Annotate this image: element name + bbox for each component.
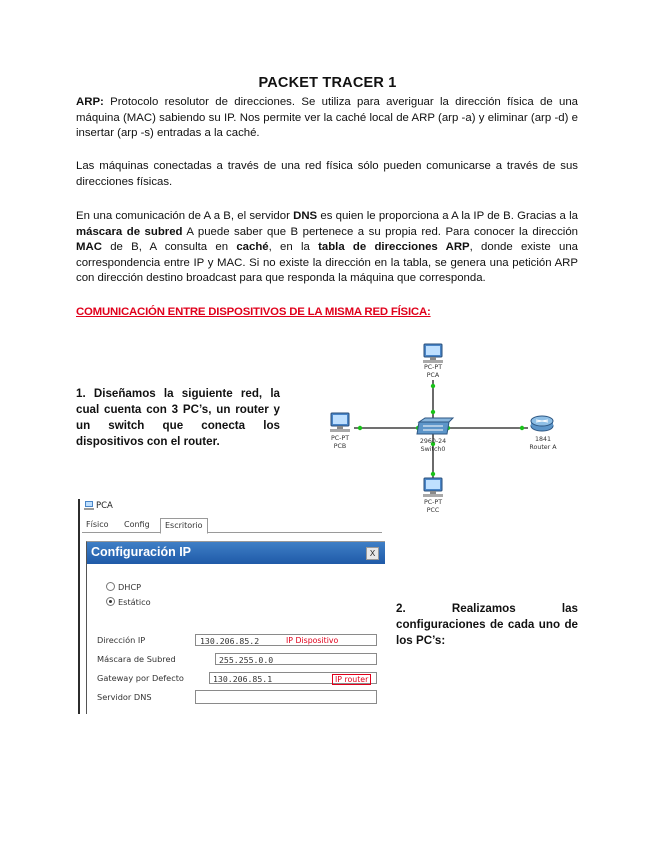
gateway-value: 130.206.85.1 <box>213 674 273 684</box>
ip-device-annotation: IP Dispositivo <box>286 636 339 645</box>
port-light <box>431 472 435 476</box>
arp-term: ARP: <box>76 96 104 108</box>
port-light <box>431 384 435 388</box>
bold-term-mac: MAC <box>76 241 102 253</box>
step-1-text: 1. Diseñamos la siguiente red, la cual cuenta con 3 PC’s, un router y un switch que conecta los dispositivos con el router. <box>76 387 280 448</box>
tab-fisico[interactable]: Físico <box>86 520 109 529</box>
window-title: PCA <box>96 501 113 511</box>
switch-name-label: Switch0 <box>420 446 446 453</box>
ip-config-title: Configuración IP <box>91 545 191 559</box>
bold-term-cache: caché <box>236 241 269 253</box>
ip-router-annotation: IP router <box>332 674 371 685</box>
close-button[interactable]: X <box>366 547 379 560</box>
gateway-label: Gateway por Defecto <box>97 673 184 683</box>
bold-term-mask: máscara de subred <box>76 225 183 238</box>
pc-icon <box>330 413 350 432</box>
subnet-mask-value: 255.255.0.0 <box>219 655 274 665</box>
router-model-label: 1841 <box>534 436 552 443</box>
communication-paragraph <box>76 209 578 287</box>
dns-server-label: Servidor DNS <box>97 692 152 702</box>
window-titlebar <box>84 501 113 511</box>
switch-icon <box>417 418 453 434</box>
radio-dhcp-icon[interactable] <box>106 582 115 591</box>
step-2-text: 2. Realizamos las configuraciones de cada uno de los PC’s: <box>396 602 578 647</box>
page-title: PACKET TRACER 1 <box>258 75 397 91</box>
gateway-field[interactable] <box>209 672 377 684</box>
radio-dhcp-label: DHCP <box>118 582 142 592</box>
network-topology <box>318 340 578 520</box>
ip-address-label: Dirección IP <box>97 635 146 645</box>
pcc-name-label: PCC <box>426 507 440 514</box>
pc-icon <box>423 344 443 363</box>
arp-definition: Protocolo resolutor de direcciones. Se utiliza para averiguar la dirección física de una máquina (MAC) sabiendo su IP. Nos permite ver la caché local de ARP (arp -a) y eliminar (arp -d) e insertar (arp -s) entradas a la caché. <box>76 96 578 139</box>
text-fragment: A puede saber que B pertenece a su propia red. Para conocer la dirección <box>182 225 578 238</box>
text-fragment: , donde existe una correspondencia entre IP y MAC. Si no existe la dirección en la tabla, se genera una petición ARP con dirección destino broadcast para que responda la máquina que corresponda. <box>76 241 578 284</box>
physical-network-paragraph: Las máquinas conectadas a través de una red física sólo pueden comunicarse a través de sus direcciones físicas. <box>76 160 578 188</box>
bold-term-arp-table: tabla de direcciones ARP <box>318 241 470 253</box>
radio-static-icon[interactable] <box>106 597 115 606</box>
radio-dhcp[interactable] <box>106 582 141 592</box>
topology-canvas <box>318 340 578 520</box>
pcb-model-label: PC-PT <box>330 435 350 442</box>
port-light <box>520 426 524 430</box>
pcb-name-label: PCB <box>333 443 347 450</box>
dns-server-field[interactable] <box>195 690 377 704</box>
ip-config-screenshot <box>78 499 386 714</box>
ip-config-header <box>87 542 385 564</box>
pca-name-label: PCA <box>426 372 440 379</box>
pc-icon <box>423 478 443 497</box>
bold-term-dns: DNS <box>293 210 318 222</box>
text-fragment: , en la <box>268 241 319 253</box>
radio-static-label: Estático <box>118 597 151 607</box>
port-light <box>358 426 362 430</box>
packet-tracer-icon <box>84 501 94 510</box>
text-fragment: es quien le proporciona a A la IP de B. Gracias a la <box>317 210 578 222</box>
ip-config-panel <box>86 541 385 714</box>
window-border <box>78 499 80 714</box>
router-name-label: Router A <box>529 444 557 451</box>
port-light <box>431 410 435 414</box>
router-icon <box>531 416 553 431</box>
pcc-model-label: PC-PT <box>423 499 443 506</box>
pca-model-label: PC-PT <box>423 364 443 371</box>
tab-escritorio[interactable]: Escritorio <box>160 518 208 534</box>
tab-bar <box>82 517 382 533</box>
text-fragment: de B, A consulta en <box>101 241 237 253</box>
subnet-mask-label: Máscara de Subred <box>97 654 176 664</box>
tab-config[interactable]: Config <box>124 520 150 529</box>
switch-model-label: 2960-24 <box>419 438 447 445</box>
arp-paragraph <box>76 95 578 142</box>
ip-address-field[interactable] <box>195 634 377 646</box>
ip-address-value: 130.206.85.2 <box>200 636 260 646</box>
section-heading: COMUNICACIÓN ENTRE DISPOSITIVOS DE LA MISMA RED FÍSICA: <box>76 306 431 318</box>
radio-static[interactable] <box>106 597 151 607</box>
text-fragment: En una comunicación de A a B, el servidor <box>76 210 294 222</box>
subnet-mask-field[interactable] <box>215 653 377 665</box>
